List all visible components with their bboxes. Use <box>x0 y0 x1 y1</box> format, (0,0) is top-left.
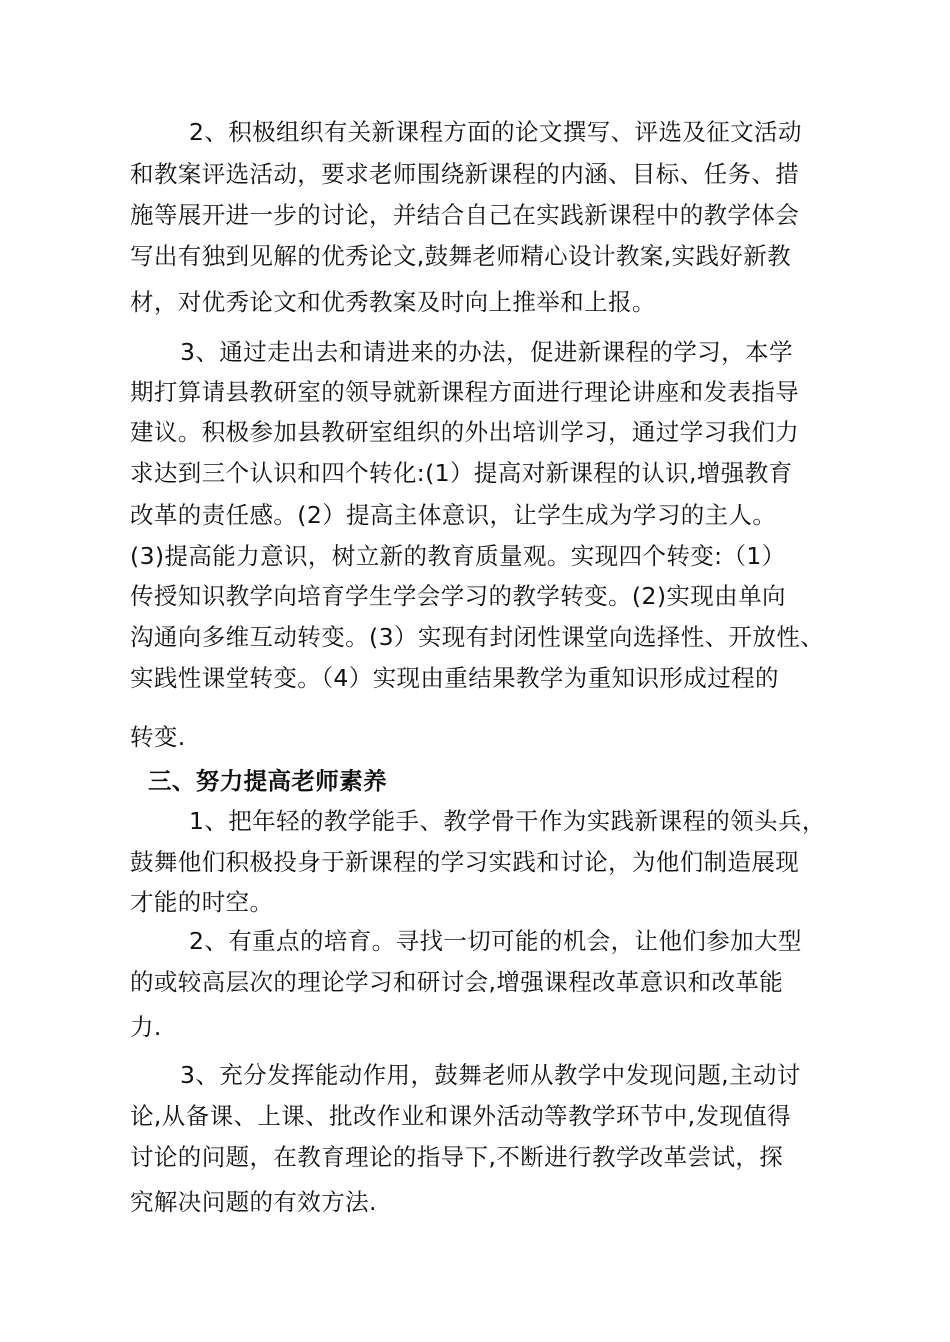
paragraph-3-line-7: 传授知识教学向培育学生学会学习的教学转变。(2)实现由单向 <box>130 582 786 610</box>
section-3-item-3-line-2: 论,从备课、上课、批改作业和课外活动等教学环节中,发现值得 <box>130 1102 792 1130</box>
section-3-item-2-line-1: 2、有重点的培育。寻找一切可能的机会，让他们参加大型 <box>189 927 802 955</box>
section-3-item-1-line-2: 鼓舞他们积极投身于新课程的学习实践和讨论，为他们制造展现 <box>130 848 800 876</box>
section-3-item-1-line-1: 1、把年轻的教学能手、教学骨干作为实践新课程的领头兵， <box>189 807 826 835</box>
paragraph-2-line-3: 施等展开进一步的讨论，并结合自己在实践新课程中的教学体会 <box>130 201 800 229</box>
paragraph-3-line-10: 转变. <box>130 723 186 751</box>
section-3-item-3-line-3: 讨论的问题，在教育理论的指导下,不断进行教学改革尝试，探 <box>130 1143 784 1171</box>
section-3-item-2-line-3: 力. <box>130 1013 162 1041</box>
section-3-item-2-line-2: 的或较高层次的理论学习和研讨会,增强课程改革意识和改革能 <box>130 968 784 996</box>
paragraph-2-line-1: 2、积极组织有关新课程方面的论文撰写、评选及征文活动 <box>189 118 802 146</box>
paragraph-3-line-2: 期打算请县教研室的领导就新课程方面进行理论讲座和发表指导 <box>130 378 800 406</box>
section-3-item-3-line-1: 3、充分发挥能动作用，鼓舞老师从教学中发现问题,主动讨 <box>180 1061 801 1089</box>
paragraph-2-line-2: 和教案评选活动，要求老师围绕新课程的内涵、目标、任务、措 <box>130 160 800 188</box>
paragraph-3-line-5: 改革的责任感。(2）提高主体意识，让学生成为学习的主人。 <box>130 501 777 529</box>
paragraph-3-line-9: 实践性课堂转变。（4）实现由重结果教学为重知识形成过程的 <box>130 664 779 692</box>
paragraph-3-line-6: (3)提高能力意识，树立新的教育质量观。实现四个转变:（1） <box>130 542 786 570</box>
section-3-item-3-line-4: 究解决问题的有效方法. <box>130 1188 377 1216</box>
paragraph-2-line-4: 写出有独到见解的优秀论文,鼓舞老师精心设计教案,实践好新教 <box>130 242 792 270</box>
section-3-item-1-line-3: 才能的时空。 <box>130 888 274 916</box>
paragraph-3-line-3: 建议。积极参加县教研室组织的外出培训学习，通过学习我们力 <box>130 418 800 446</box>
section-heading: 三、努力提高老师素养 <box>148 767 387 795</box>
paragraph-3-line-1: 3、通过走出去和请进来的办法，促进新课程的学习，本学 <box>180 338 793 366</box>
paragraph-2-line-5: 材，对优秀论文和优秀教案及时向上推举和上报。 <box>130 288 656 316</box>
paragraph-3-line-8: 沟通向多维互动转变。(3）实现有封闭性课堂向选择性、开放性、 <box>130 623 825 651</box>
paragraph-3-line-4: 求达到三个认识和四个转化:(1）提高对新课程的认识,增强教育 <box>130 459 793 487</box>
